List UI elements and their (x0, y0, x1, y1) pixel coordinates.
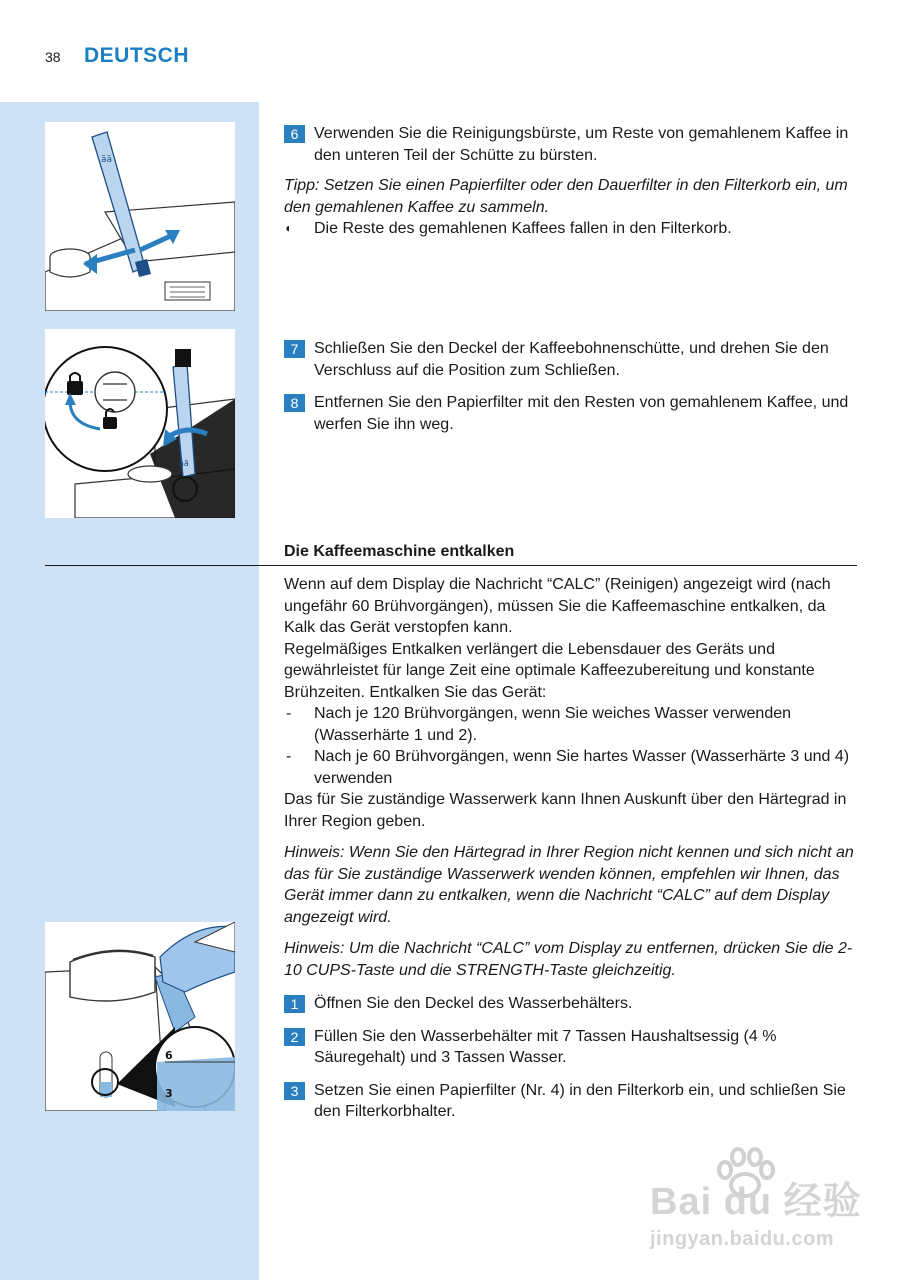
language-heading: DEUTSCH (84, 44, 190, 67)
section-divider (45, 565, 857, 566)
step-text: Schließen Sie den Deckel der Kaffeebohnenschütte, und drehen Sie den Verschluss auf die Position zum Schließen. (314, 340, 829, 379)
step-7 (284, 338, 856, 381)
step-number: 7 (284, 340, 305, 358)
section-title: Die Kaffeemaschine entkalken (284, 543, 515, 560)
paragraph-regular: Regelmäßiges Entkalken verlängert die Lebensdauer des Geräts und gewährleistet für lange Zeit eine optimale Kaffeezubereitung und konstante Brühzeiten. Entkalken Sie das Gerät: (284, 640, 815, 701)
water-tank-drawing (45, 922, 235, 1111)
dash-item-2 (284, 746, 856, 789)
step-7-8-block (284, 338, 856, 435)
paragraph-calc: Wenn auf dem Display die Nachricht “CALC” (Reinigen) angezeigt wird (nach ungefähr 60 Brühvorgängen), müssen Sie die Kaffeemaschine entkalken, da Kalk das Gerät verstopfen kann. (284, 576, 831, 636)
step-number: 1 (284, 995, 305, 1013)
step-number: 8 (284, 394, 305, 412)
baidu-watermark (640, 1150, 890, 1260)
descale-step-2 (284, 1026, 856, 1069)
note-clear-calc: Hinweis: Um die Nachricht “CALC” vom Display zu entfernen, drücken Sie die 2-10 CUPS-Taste und die STRENGTH-Taste gleichzeitig. (284, 940, 853, 979)
step-8 (284, 392, 856, 435)
page-number: 38 (45, 49, 61, 65)
note-hardness: Hinweis: Wenn Sie den Härtegrad in Ihrer Region nicht kennen und sich nicht an das für Sie zuständige Wasserwerk wenden können, empfehlen wir Ihnen, das Gerät immer dann zu entkalken, wenn die Nachricht “CALC” auf dem Display angezeigt wird. (284, 844, 854, 926)
gauge-label-3: 3 (165, 1087, 173, 1100)
result-arrow-icon: ◖ (284, 221, 292, 235)
descale-steps (284, 993, 856, 1123)
section-body (284, 574, 856, 981)
illustration-water-tank (45, 922, 235, 1111)
watermark-brand: Bai du 经验 (650, 1181, 862, 1223)
step-text: Entfernen Sie den Papierfilter mit den Resten von gemahlenem Kaffee, und werfen Sie ihn weg. (314, 394, 849, 433)
step-number: 2 (284, 1028, 305, 1046)
dash-item-1 (284, 703, 856, 746)
watermark-url: jingyan.baidu.com (650, 1228, 835, 1250)
illustration-brush-chute (45, 122, 235, 311)
step-text: Füllen Sie den Wasserbehälter mit 7 Tassen Haushaltsessig (4 % Säuregehalt) und 3 Tassen Wasser. (314, 1027, 777, 1066)
svg-text:ãã: ãã (179, 459, 189, 468)
step-text: Öffnen Sie den Deckel des Wasserbehälters. (314, 995, 633, 1012)
result-bullet (284, 218, 856, 240)
step-number: 3 (284, 1082, 305, 1100)
descale-step-1 (284, 993, 856, 1015)
dash-text: Nach je 60 Brühvorgängen, wenn Sie hartes Wasser (Wasserhärte 3 und 4) verwenden (314, 748, 850, 787)
result-text: Die Reste des gemahlenen Kaffees fallen in den Filterkorb. (314, 220, 732, 237)
lock-lid-drawing (45, 329, 235, 518)
gauge-label-6: 6 (165, 1049, 173, 1062)
tip-text: Tipp: Setzen Sie einen Papierfilter oder den Dauerfilter in den Filterkorb ein, um den gemahlenen Kaffee zu sammeln. (284, 177, 848, 216)
step-number: 6 (284, 125, 305, 143)
step-text: Verwenden Sie die Reinigungsbürste, um Reste von gemahlenem Kaffee in den unteren Teil der Schütte zu bürsten. (314, 125, 849, 164)
illustration-lock-lid (45, 329, 235, 518)
descale-step-3 (284, 1080, 856, 1123)
brush-chute-drawing (45, 122, 235, 311)
step-text: Setzen Sie einen Papierfilter (Nr. 4) in den Filterkorb ein, und schließen Sie den Filterkorbhalter. (314, 1081, 846, 1120)
dash-marker: - (286, 748, 292, 765)
step-6-block (284, 123, 856, 240)
dash-text: Nach je 120 Brühvorgängen, wenn Sie weiches Wasser verwenden (Wasserhärte 1 und 2). (314, 705, 792, 744)
dash-marker: - (286, 705, 292, 722)
step-6 (284, 123, 856, 166)
paragraph-waterworks: Das für Sie zuständige Wasserwerk kann Ihnen Auskunft über den Härtegrad in Ihrer Region geben. (284, 791, 847, 830)
svg-text:ãã: ãã (101, 155, 113, 165)
